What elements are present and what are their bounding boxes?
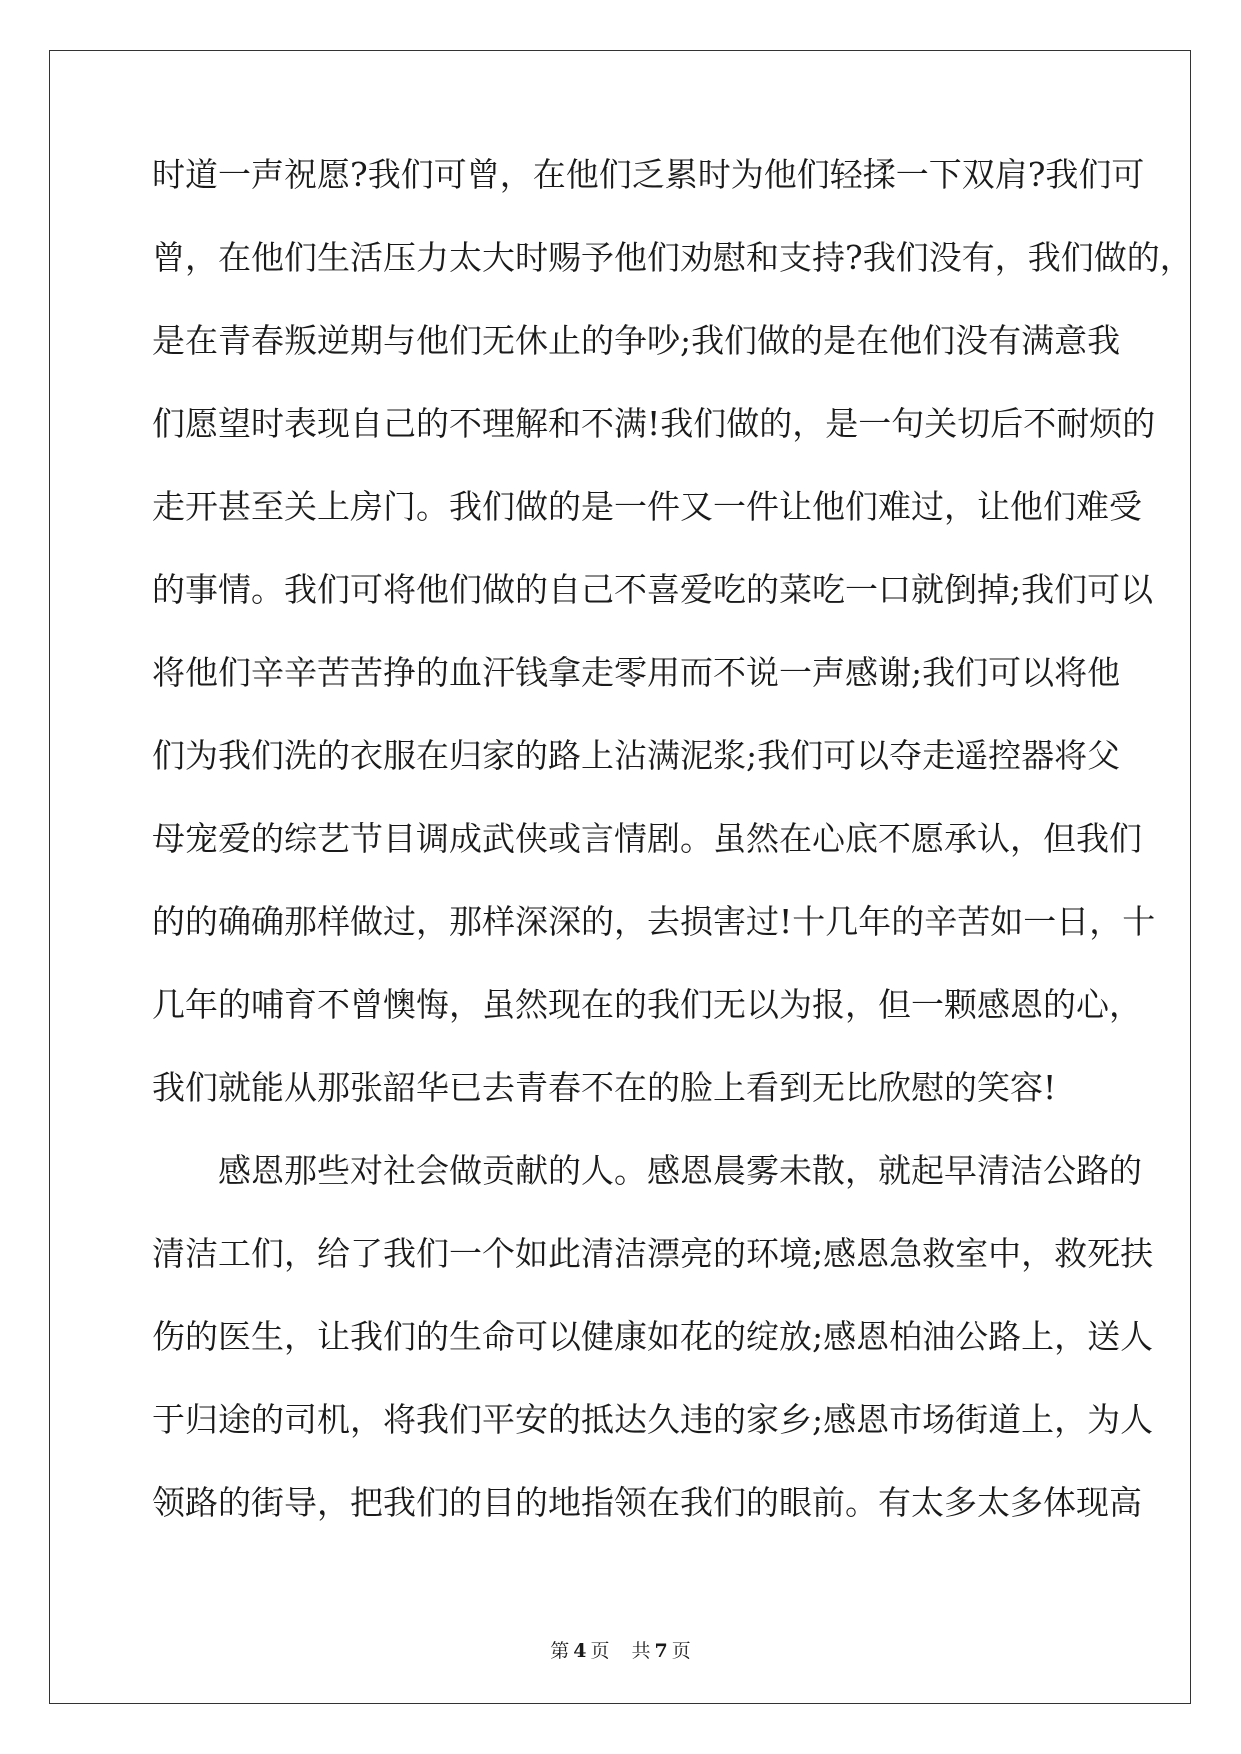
text-line: 清洁工们，给了我们一个如此清洁漂亮的环境;感恩急救室中，救死扶 — [152, 1234, 1154, 1273]
text-line: 我们就能从那张韶华已去青春不在的脸上看到无比欣慰的笑容! — [152, 1068, 1057, 1107]
text-line: 伤的医生，让我们的生命可以健康如花的绽放;感恩柏油公路上，送人 — [152, 1317, 1154, 1356]
text-line: 走开甚至关上房门。我们做的是一件又一件让他们难过，让他们难受 — [152, 487, 1142, 526]
text-line: 于归途的司机，将我们平安的抵达久违的家乡;感恩市场街道上，为人 — [152, 1400, 1154, 1439]
text-line: 的的确确那样做过，那样深深的，去损害过!十几年的辛苦如一日，十 — [152, 902, 1156, 941]
text-line: 领路的街导，把我们的目的地指领在我们的眼前。有太多太多体现高 — [152, 1483, 1142, 1522]
body-text — [152, 155, 1193, 1569]
text-line: 是在青春叛逆期与他们无休止的争吵;我们做的是在他们没有满意我 — [152, 321, 1121, 360]
text-line: 曾，在他们生活压力太大时赐予他们劝慰和支持?我们没有，我们做的， — [152, 238, 1193, 277]
text-line: 将他们辛辛苦苦挣的血汗钱拿走零用而不说一声感谢;我们可以将他 — [152, 653, 1121, 692]
text-line: 们愿望时表现自己的不理解和不满!我们做的，是一句关切后不耐烦的 — [152, 404, 1156, 443]
paragraph-start-line: 感恩那些对社会做贡献的人。感恩晨雾未散，就起早清洁公路的 — [218, 1151, 1142, 1190]
text-line: 时道一声祝愿?我们可曾，在他们乏累时为他们轻揉一下双肩?我们可 — [152, 155, 1145, 194]
page-footer — [0, 1636, 1241, 1663]
page-total: 共 7 页 — [631, 1640, 691, 1662]
text-line: 几年的哺育不曾懊悔，虽然现在的我们无以为报，但一颗感恩的心， — [152, 985, 1142, 1024]
text-line: 的事情。我们可将他们做的自己不喜爱吃的菜吃一口就倒掉;我们可以 — [152, 570, 1154, 609]
text-line: 母宠爱的综艺节目调成武侠或言情剧。虽然在心底不愿承认，但我们 — [152, 819, 1142, 858]
page-number: 第 4 页 — [550, 1640, 610, 1662]
text-line: 们为我们洗的衣服在归家的路上沾满泥浆;我们可以夺走遥控器将父 — [152, 736, 1121, 775]
